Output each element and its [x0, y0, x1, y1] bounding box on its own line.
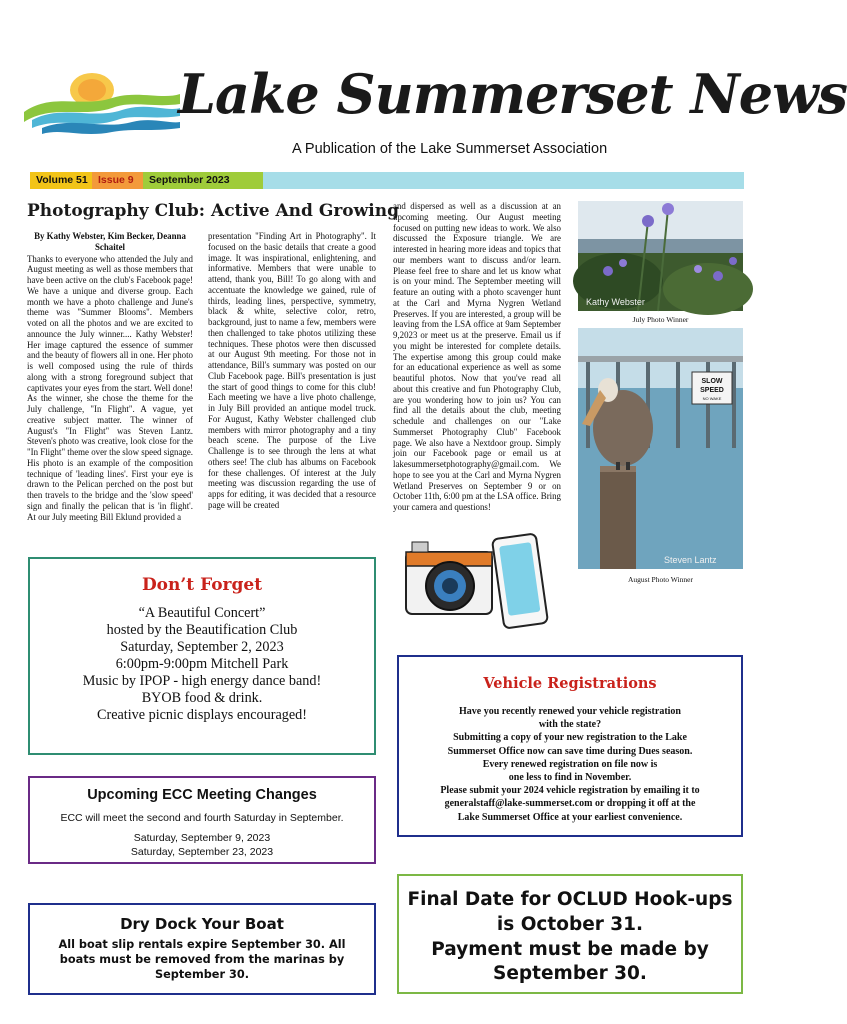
- ecc-meeting-box: [28, 776, 376, 864]
- dont-forget-title: Don’t Forget: [141, 575, 263, 595]
- masthead-title: Lake Summerset News: [178, 62, 847, 126]
- sign-text-1: SLOW: [701, 378, 723, 385]
- vehicle-email-line: generalstaff@lake-summerset.com or dropping it off at the: [444, 798, 696, 810]
- issue-bar: [30, 172, 744, 189]
- oclud-line: September 30.: [493, 963, 647, 985]
- article-title: Photography Club: Active And Growing: [27, 201, 399, 221]
- ecc-meeting-text: ECC will meet the second and fourth Saturday in September.: [60, 812, 344, 824]
- vehicle-line: Please submit your 2024 vehicle registration by emailing it to: [440, 785, 700, 797]
- sign-text-3: NO WAKE: [702, 396, 722, 401]
- ecc-date: Saturday, September 23, 2023: [130, 845, 274, 858]
- vehicle-line: Submitting a copy of your new registration to the Lake: [453, 732, 687, 744]
- oclud-box: [397, 874, 743, 994]
- vehicle-line: one less to find in November.: [508, 772, 632, 784]
- vehicle-line: Every renewed registration on file now is: [482, 758, 658, 770]
- article-column-1: [27, 231, 193, 522]
- article-column-2: presentation "Finding Art in Photography". It focused on the basic details that create a good image. It was inspirational, enlightening, and informative. Members that were unable to attend, thank you, Bill! To go along with and accentuate the knowledge we gained, rule of thirds, leading lines, perspective, symmetry, black & white, selective color, retro, background, just to name a few, members were then challenged to take photos utilizing these techniques. These photos were then discussed at our August 9th meeting. For those not in attendance, Bill's summary was posted on our Club Facebook page. Bill's presentation is just the start of good things to come for this club! Each meeting we have a live photo challenge, in July Bill provided an antique model truck. For August, Kathy Webster challenged club members with mirror photography and a tiny beach scene. The purpose of the Live Challenge is to see through the lens at what others see! The club has albums on Facebook for these challenges. Of interest at the July meeting was discussion regarding the use of apps for editing, it was decided that a resource page will be created: [208, 231, 376, 510]
- august-photo-watermark: Steven Lantz: [664, 555, 717, 565]
- vehicle-line: Lake Summerset Office at your earliest convenience.: [457, 811, 683, 823]
- article-text-1: Thanks to everyone who attended the July and August meeting as well as those members that have been active on the club's Facebook page! We have a unique and diverse group. Each month we have a photo challenge and June's theme was "Summer Blooms". Members voted on all the photos and we are excited to announce the July winner.... Kathy Webster! Her image captured the essence of summer and the beauty of flowers all in one. Her photo is well composed using the rule of thirds along with a strong foreground subject that captivates your eyes from the start. Well done! As the winner, she chose the theme for the July challenge, "In Flight". A vague, yet creative subject matter. The winner of August's "In Flight" was Steven Lantz. Steven's photo was creative, look close for the "In Flight" theme over the slow speed signage. His photo is an example of the composition technique of 'leading lines'. First your eye is drawn to the Pelican perched on the post but then travels to the bridge and the 'slow speed' sign and finally the pelican that is 'in flight'. At our July meeting Bill Eklund provided a: [27, 253, 193, 522]
- masthead-tagline: A Publication of the Lake Summerset Association: [292, 141, 608, 157]
- event-line: BYOB food & drink.: [141, 690, 263, 706]
- volume-label: Volume 51: [30, 172, 92, 189]
- dry-dock-line: All boat slip rentals expire September 30. All: [58, 938, 346, 951]
- oclud-line: Final Date for OCLUD Hook-ups: [407, 889, 733, 910]
- july-photo-caption: July Photo Winner: [632, 315, 689, 324]
- event-line: 6:00pm-9:00pm Mitchell Park: [115, 656, 289, 672]
- event-line: Creative picnic displays encouraged!: [97, 707, 307, 723]
- issue-label: Issue 9: [92, 172, 143, 189]
- dry-dock-line: September 30.: [155, 968, 249, 981]
- oclud-line: is October 31.: [496, 913, 644, 935]
- dont-forget-box: [28, 557, 376, 755]
- article-column-3: and dispersed as well as a discussion at an upcoming meeting. Our August meeting focused on putting new ideas to work. We also discussed the Exposure triangle. We are interested in hearing more ideas and topics that our members want to discuss and/or learn. Please feel free to share and let us know what is on your mind. The September meeting will feature an outing with a photo scavenger hunt at the Carl and Myrna Nygren Wetland Preserves. If you are interested, a group will be leaving from the LSA office at 9am September 9,2023 or meet us at the preserve. Email us if you might be interested for complete details. The expertise among this group could make for an educational experience as well as some beautiful photos. Now that you've read all about this creative and fun Photography Club, are you wondering how to join us? You can find all the details about the club, meeting schedule and challenges on our "Lake Summerset Photography Club" Facebook page. We also have a Nextdoor group. Simply join our Facebook page or email us at lakesummersetphotography@gmail.com. We hope to see you at the Carl and Myrna Nygren Wetland Preserves on September 9 or on October 11th, 6:00 pm at the LSA office. Bring your camera and questions!: [393, 201, 561, 512]
- article-byline: By Kathy Webster, Kim Becker, Deanna Schaitel: [34, 231, 186, 252]
- oclud-line: Payment must be made by: [431, 938, 709, 960]
- august-photo-caption: August Photo Winner: [628, 575, 693, 584]
- dry-dock-box: [28, 903, 376, 995]
- camera-phone-icon: [398, 528, 550, 633]
- vehicle-line: with the state?: [538, 719, 602, 731]
- event-line: “A Beautiful Concert”: [138, 605, 266, 621]
- event-line: hosted by the Beautification Club: [106, 622, 298, 638]
- ecc-date: Saturday, September 9, 2023: [133, 832, 271, 844]
- vehicle-registrations-title: Vehicle Registrations: [483, 675, 657, 692]
- august-winner-photo: [578, 328, 743, 569]
- issue-date: September 2023: [143, 172, 263, 189]
- event-line: Saturday, September 2, 2023: [120, 639, 284, 655]
- lake-logo-icon: [22, 70, 182, 140]
- event-line: Music by IPOP - high energy dance band!: [82, 673, 322, 689]
- dry-dock-line: boats must be removed from the marinas by: [59, 953, 345, 966]
- dry-dock-title: Dry Dock Your Boat: [120, 915, 284, 933]
- vehicle-line: Have you recently renewed your vehicle registration: [459, 706, 681, 717]
- ecc-meeting-title: Upcoming ECC Meeting Changes: [87, 787, 317, 803]
- vehicle-line: Summerset Office now can save time during Dues season.: [447, 745, 693, 757]
- sign-text-2: SPEED: [700, 387, 724, 394]
- july-photo-watermark: Kathy Webster: [586, 297, 645, 307]
- july-winner-photo: [578, 201, 743, 311]
- vehicle-registrations-box: [397, 655, 743, 837]
